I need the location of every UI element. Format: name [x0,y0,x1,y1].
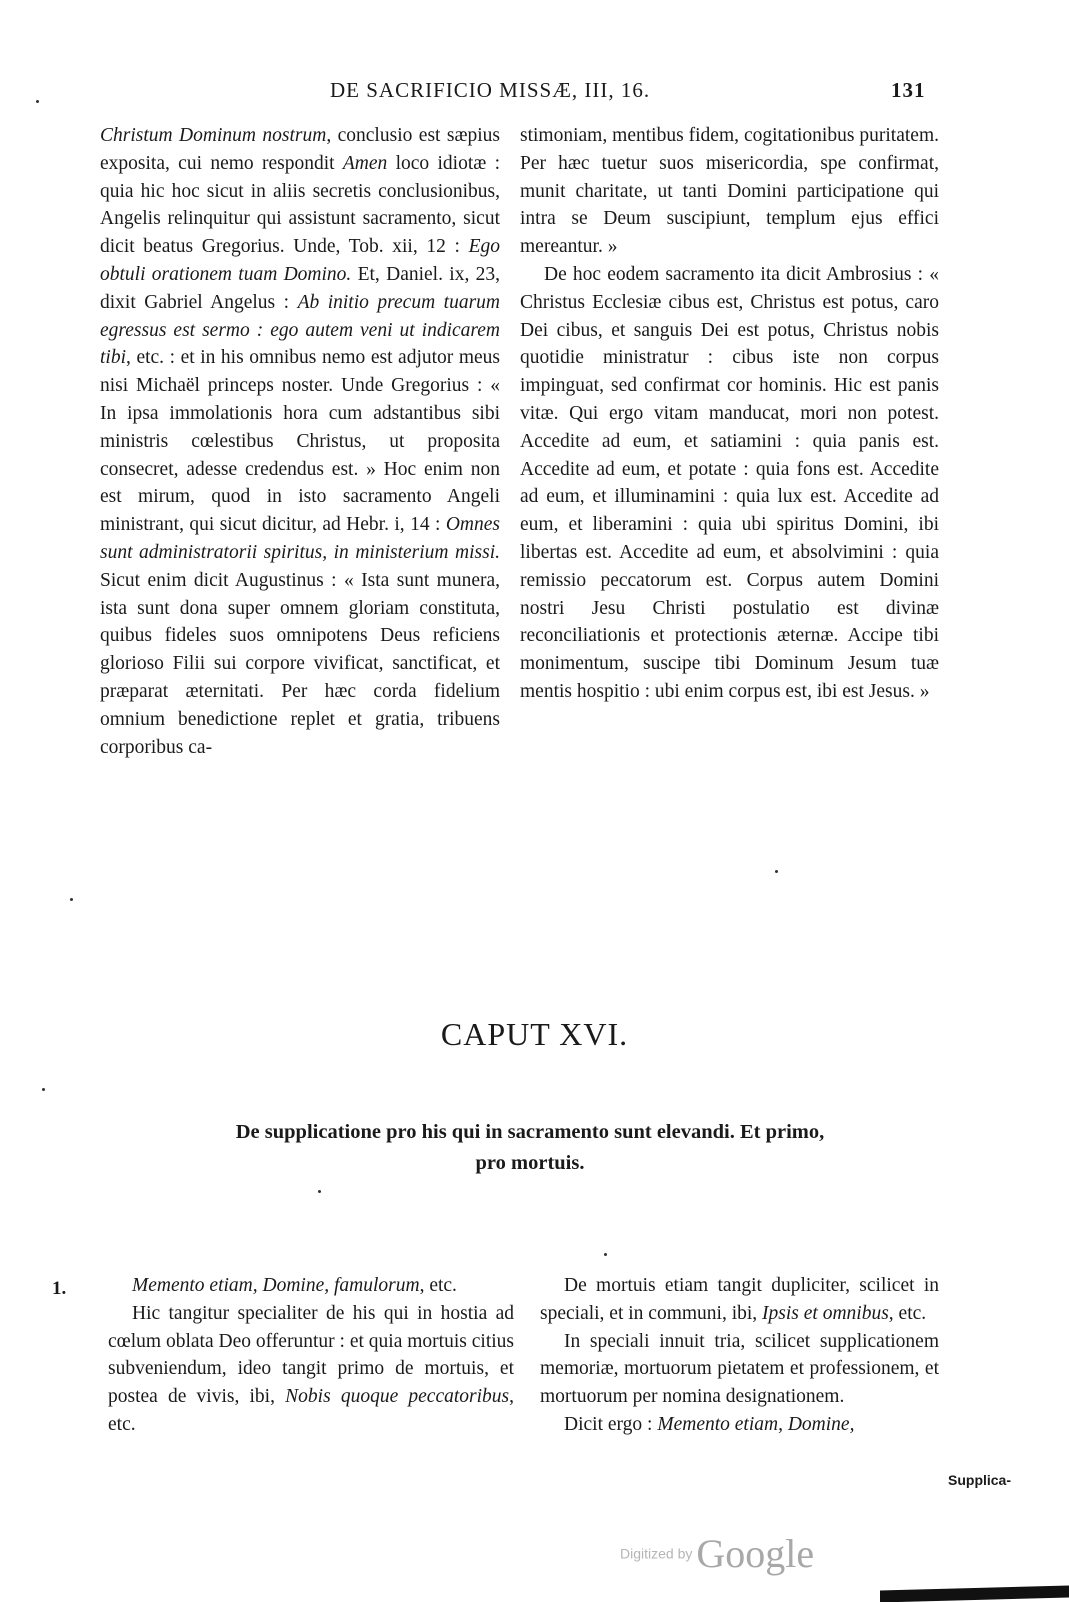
scan-speck [775,870,778,873]
paragraph: Christum Dominum nostrum, conclusio est sæpius exposita, cui nemo respondit Amen loco idiotæ : quia hic hoc sicut in aliis secretis conclusionibus, Angelis relinquitur qui assistunt sacramento, sicut dicit beatus Gregorius. Unde, Tob. xii, 12 : Ego obtuli orationem tuam Domino. Et, Daniel. ix, 23, dixit Gabriel Angelus : Ab initio precum tuarum egressus est sermo : ego autem veni ut indicarem tibi, etc. : et in his omnibus nemo est adjutor meus nisi Michaël princeps noster. Unde Gregorius : « In ipsa immolationis hora cum adstantibus sibi ministris cœlestibus Christus, ut proposita consecret, adesse credendus est. » Hoc enim non est mirum, quod in isto sacramento Angeli ministrant, qui sicut dicitur, ad Hebr. i, 14 : Omnes sunt administratorii spiritus, in ministerium missi. Sicut enim dicit Augustinus : « Ista sunt munera, ista sunt dona super omnem gloriam constituta, quibus fideles suos omnipotens Deus reficiens glorioso Filii sui corpore vivificat, sanctificat, et præparat æternitati. Per hæc corda fidelium omnium benedictione replet et gratia, tribuens corporibus ca- [100,125,501,758]
chapter-title: CAPUT XVI. [440,1016,629,1052]
top-left-column [100,122,500,761]
scan-speck [42,1088,45,1091]
scan-speck [318,1190,321,1193]
digitized-watermark [620,1530,814,1577]
digitized-prefix: Digitized by [620,1545,693,1562]
top-right-column [520,122,939,706]
bottom-left-column [108,1272,514,1439]
scan-speck [604,1253,607,1256]
paragraph: De hoc eodem sacramento ita dicit Ambrosius : « Christus Ecclesiæ cibus est, Christus est potus, caro Dei cibus, et sanguis Dei est potus, Christus nobis quotidie ministratur : cibus iste non corpus impinguat, sed confirmat cor hominis. Hic est panis vitæ. Qui ergo vitam manducat, mori non potest. Accedite ad eum, et satiamini : quia panis est. Accedite ad eum, et potate : quia fons est. Accedite ad eum, et illuminamini : quia lux est. Accedite ad eum, et liberamini : quia ubi spiritus Domini, ibi libertas est. Accedite ad eum, et absolvimini : quia remissio peccatorum est. Corpus autem Domini nostri Jesu Christi postulatio est divinæ reconciliationis et protectionis æternæ. Accipe tibi monimentum, suscipe tibi Dominum Jesum tuæ mentis hospitio : ubi enim corpus est, ibi est Jesus. » [520,263,939,702]
paragraph: In speciali innuit tria, scilicet supplicationem memoriæ, mortuorum pietatem et professionem, et mortuorum per nomina designationem. [540,1330,939,1408]
bottom-right-column [540,1272,939,1439]
paragraph-number: 1. [52,1278,67,1299]
paragraph: De mortuis etiam tangit dupliciter, scilicet in speciali, et in communi, ibi, Ipsis et omnibus, etc. [540,1275,939,1324]
page-number: 131 [891,78,926,102]
section-heading-line-1: De supplicatione pro his qui in sacramento sunt elevandi. Et primo, [235,1121,825,1143]
section-heading-line-2: pro mortuis. [475,1152,585,1174]
scan-speck [36,100,39,103]
running-head-title: DE SACRIFICIO MISSÆ, III, 16. [330,78,651,102]
section-heading [100,1117,960,1179]
google-logo: Google [696,1531,815,1576]
paragraph: Memento etiam, Domine, famulorum, etc. [132,1275,457,1296]
paragraph: Dicit ergo : Memento etiam, Domine, [564,1413,855,1435]
paragraph: stimoniam, mentibus fidem, cogitationibus puritatem. Per hæc tuetur suos misericordia, spe confirmat, munit charitate, ut tanti Domini participatione qui intra se Deum suscipiunt, templum ejus effici mereantur. » [520,125,939,258]
margin-note: Supplica- [948,1472,1012,1488]
scan-speck [70,898,73,901]
paragraph: Hic tangitur specialiter de his qui in hostia ad cœlum oblata Deo offeruntur : et quia mortuis citius subveniendum, ideo tangit primo de mortuis, et postea de vivis, ibi, Nobis quoque peccatoribus, etc. [108,1302,514,1435]
